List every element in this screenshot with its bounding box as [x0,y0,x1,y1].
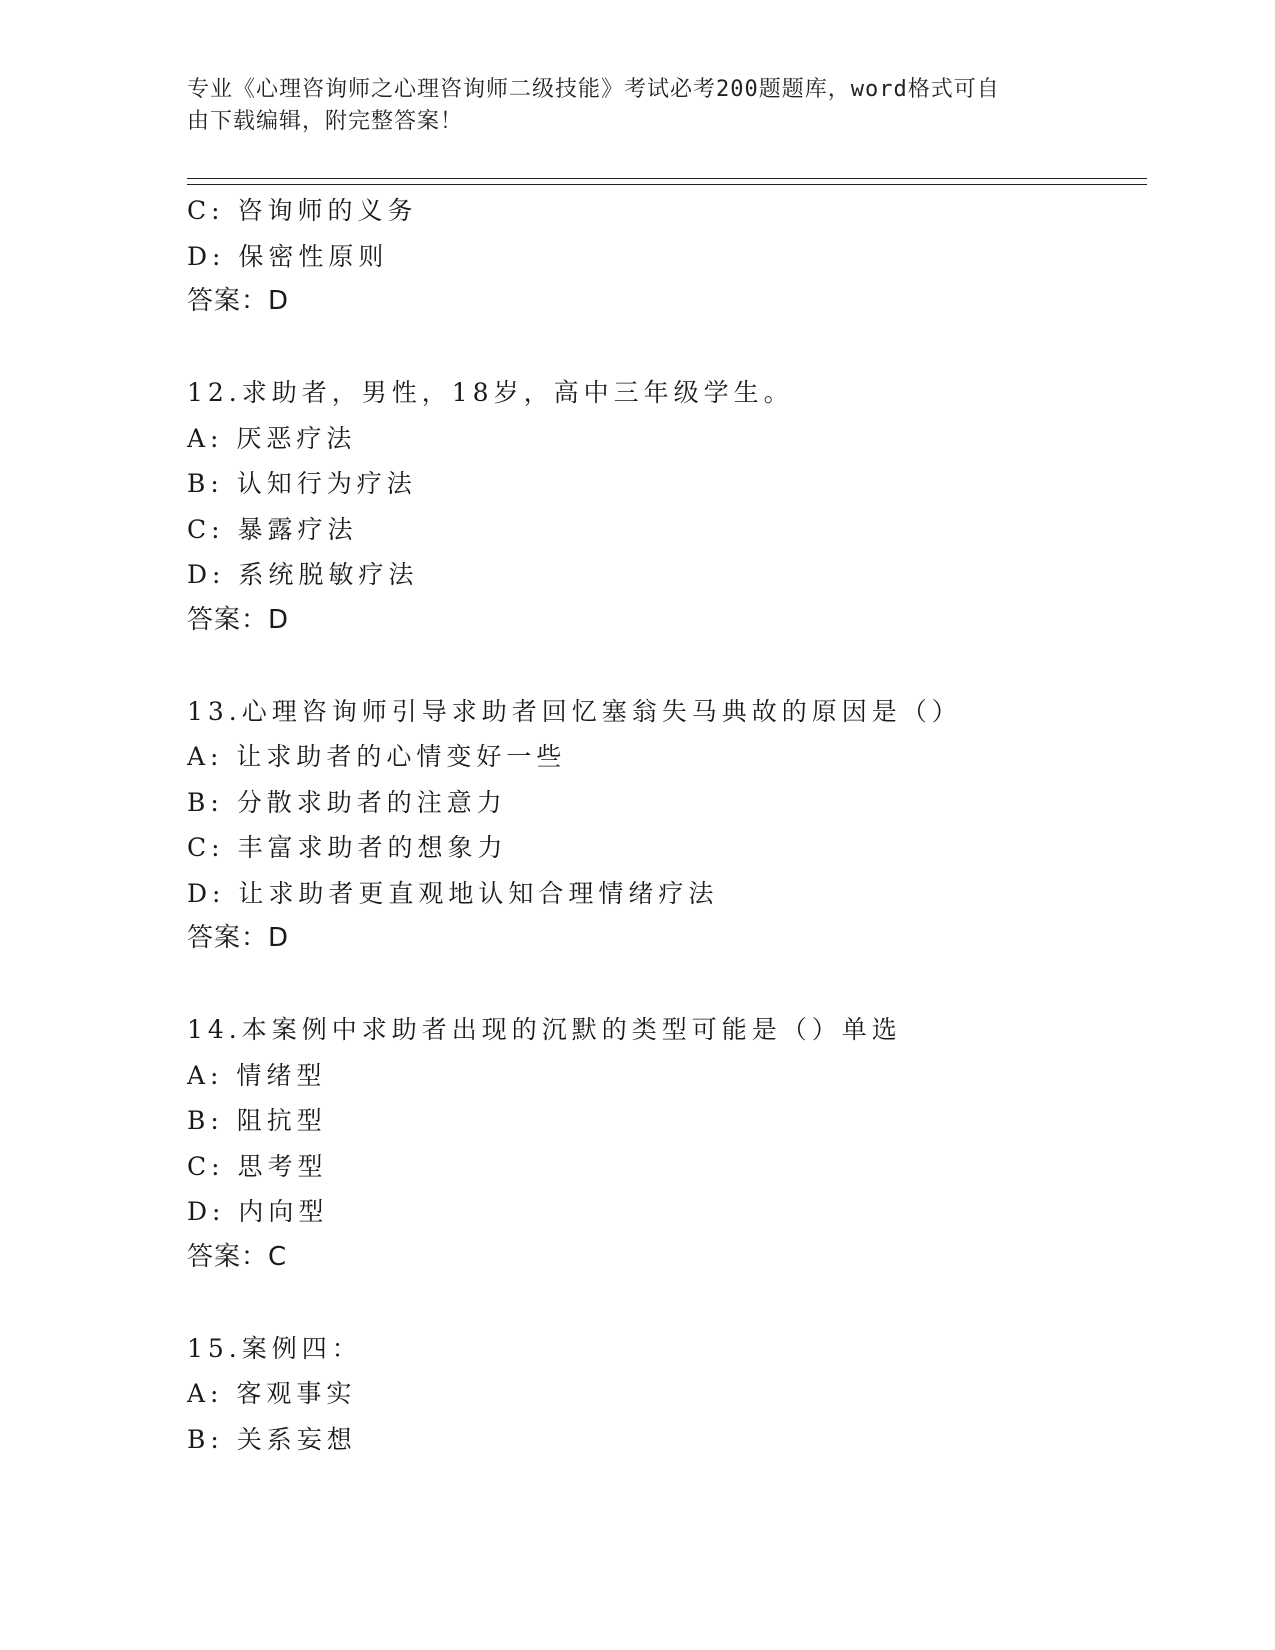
option-b: B: 认知行为疗法 [187,469,417,498]
option-b: B: 阻抗型 [187,1106,327,1135]
option-b: B: 关系妄想 [187,1424,357,1454]
question-stem: 13.心理咨询师引导求助者回忆塞翁失马典故的原因是（） [187,696,962,726]
option-d: D: 保密性原则 [187,241,389,271]
question-stem: 14.本案例中求助者出现的沉默的类型可能是（）单选 [187,1015,902,1044]
option-a: A: 客观事实 [187,1379,357,1408]
question-stem: 15.案例四： [187,1333,362,1363]
option-d: D: 让求助者更直观地认知合理情绪疗法 [187,878,719,908]
question-14 [187,1007,1147,1280]
spacer [187,643,1147,689]
option-c: C: 思考型 [187,1151,328,1181]
option-b: B: 分散求助者的注意力 [187,787,507,817]
option-c: C: 丰富求助者的想象力 [187,833,508,862]
answer-line: 答案：D [187,286,290,316]
header-line-1: 专业《心理咨询师之心理咨询师二级技能》考试必考200题题库，word格式可自 [187,77,1000,102]
header-line-2: 由下载编辑，附完整答案！ [187,109,464,134]
option-d: D: 系统脱敏疗法 [187,560,419,589]
spacer [187,325,1147,371]
spacer [187,1280,1147,1326]
option-c: C: 咨询师的义务 [187,196,418,225]
question-12 [187,370,1147,643]
question-15 [187,1326,1147,1463]
answer-line: 答案：D [187,923,290,953]
answer-line: 答案：D [187,604,290,635]
document-header [187,74,1067,138]
option-a: A: 让求助者的心情变好一些 [187,742,567,771]
option-a: A: 厌恶疗法 [187,423,357,453]
question-stem: 12.求助者，男性，18岁，高中三年级学生。 [187,378,794,407]
option-d: D: 内向型 [187,1197,329,1226]
question-list [187,188,1147,1462]
question-partial [187,188,1147,325]
spacer [187,962,1147,1008]
header-divider [187,178,1147,185]
question-13 [187,689,1147,962]
answer-line: 答案：C [187,1241,288,1272]
option-c: C: 暴露疗法 [187,514,358,544]
option-a: A: 情绪型 [187,1060,327,1090]
